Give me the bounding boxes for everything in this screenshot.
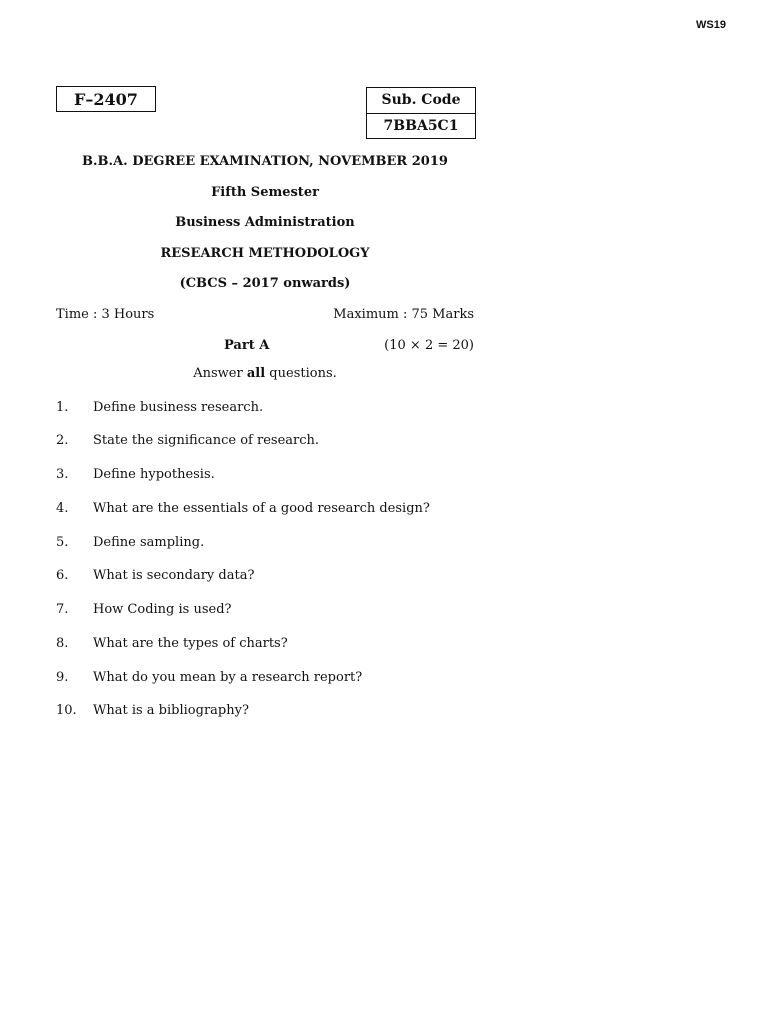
scheme: (CBCS – 2017 onwards) [179, 276, 351, 291]
section-instruction [56, 366, 474, 381]
question-number: 4. [56, 501, 69, 516]
exam-title: B.B.A. DEGREE EXAMINATION, NOVEMBER 2019 [82, 154, 448, 169]
paper-code-box: F–2407 [56, 86, 156, 112]
question-number: 8. [56, 636, 69, 651]
semester: Fifth Semester [211, 185, 319, 200]
subject-title: RESEARCH METHODOLOGY [160, 246, 370, 261]
question-text: Define business research. [93, 400, 264, 415]
question-number: 1. [56, 400, 69, 415]
sub-code-value: 7BBA5C1 [383, 118, 459, 134]
department: Business Administration [175, 215, 355, 230]
corner-code: WS19 [696, 19, 726, 31]
section-marks: (10 × 2 = 20) [384, 338, 474, 353]
section-heading: Part A [224, 338, 270, 353]
instruction-post: questions. [265, 366, 337, 381]
question-number: 7. [56, 602, 69, 617]
question-text: What are the essentials of a good research design? [93, 501, 430, 516]
question-text: Define hypothesis. [93, 467, 215, 482]
question-number: 6. [56, 568, 69, 583]
instruction-bold: all [246, 366, 266, 381]
question-number: 2. [56, 433, 69, 448]
question-text: How Coding is used? [93, 602, 232, 617]
sub-code-label: Sub. Code [367, 88, 475, 114]
question-text: What is secondary data? [93, 568, 255, 583]
question-text: What are the types of charts? [93, 636, 288, 651]
question-number: 5. [56, 535, 69, 550]
question-text: State the significance of research. [93, 433, 320, 448]
question-number: 9. [56, 670, 69, 685]
maximum-marks: Maximum : 75 Marks [333, 307, 474, 322]
sub-code-box [366, 87, 476, 139]
question-number: 3. [56, 467, 69, 482]
instruction-pre: Answer [193, 366, 247, 381]
question-text: What is a bibliography? [93, 703, 249, 718]
time-allowed: Time : 3 Hours [56, 307, 155, 322]
question-number: 10. [56, 703, 77, 718]
question-text: Define sampling. [93, 535, 205, 550]
question-text: What do you mean by a research report? [93, 670, 363, 685]
